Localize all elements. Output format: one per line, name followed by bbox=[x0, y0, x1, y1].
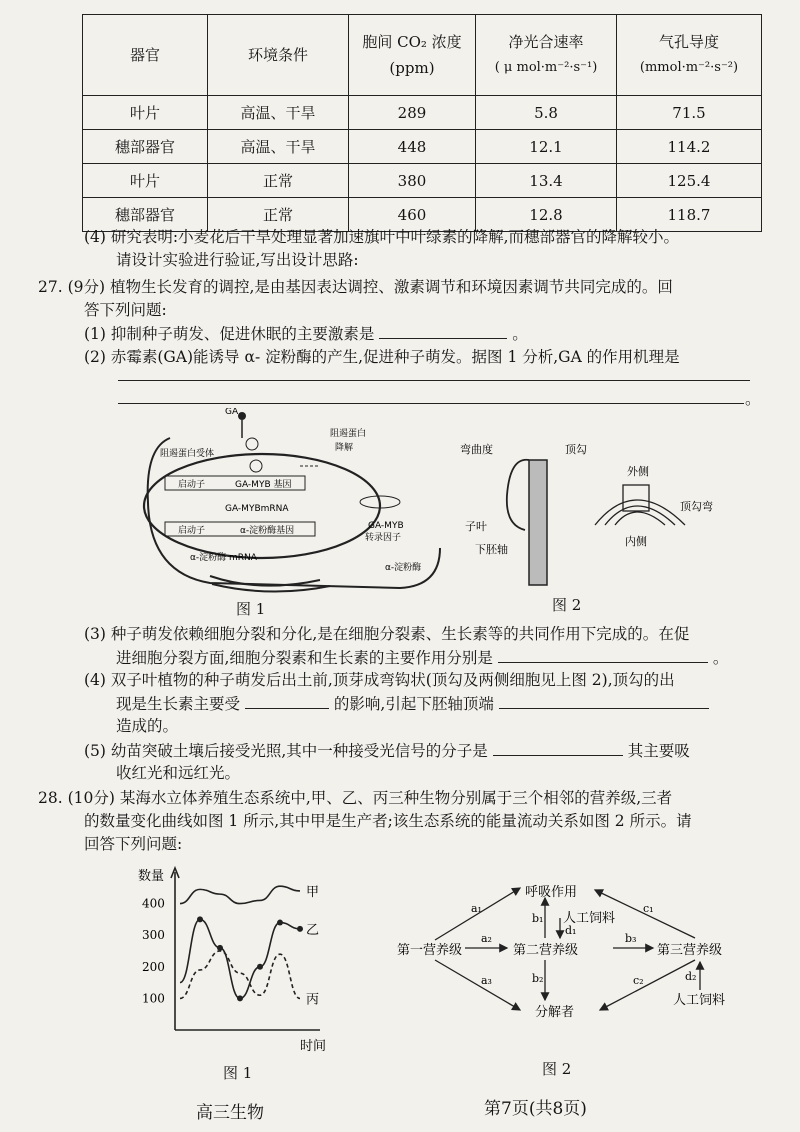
label-amylase-gene: α-淀粉酶基因 bbox=[240, 526, 295, 536]
apical-hook-diagram bbox=[455, 435, 755, 605]
q27-part2: (2) 赤霉素(GA)能诱导 α- 淀粉酶的产生,促进种子萌发。据图 1 分析,GA 的作用机理是 bbox=[84, 348, 680, 366]
q27-part5-text: (5) 幼苗突破土壤后接受光照,其中一种接受光信号的分子是 bbox=[84, 742, 488, 760]
node-level1: 第一营养级 bbox=[397, 943, 463, 958]
edge-label-b2: b₂ bbox=[532, 972, 544, 985]
table-row bbox=[83, 130, 762, 164]
header-stomatal: 气孔导度 (mmol·m⁻²·s⁻²) bbox=[617, 15, 762, 96]
footer-subject: 高三生物 bbox=[196, 1103, 264, 1123]
y-tick-label: 400 bbox=[142, 896, 165, 911]
table-cell: 125.4 bbox=[617, 164, 762, 198]
label-amylase-mrna: α-淀粉酶 mRNA bbox=[190, 553, 257, 563]
population-chart bbox=[130, 860, 340, 1060]
data-point bbox=[217, 945, 223, 951]
data-point bbox=[277, 920, 283, 926]
table-cell: 289 bbox=[349, 96, 476, 130]
data-point bbox=[297, 926, 303, 932]
y-ticks bbox=[142, 897, 165, 1006]
node-feed-top: 人工饲料 bbox=[563, 911, 616, 926]
label-inner: 内侧 bbox=[625, 535, 647, 548]
table-cell: 高温、干旱 bbox=[208, 96, 349, 130]
answer-blank-4b[interactable] bbox=[499, 692, 709, 709]
figure2-caption: 图 2 bbox=[552, 596, 582, 614]
table-cell: 穗部器官 bbox=[83, 198, 208, 232]
footer-page: 第7页(共8页) bbox=[484, 1099, 587, 1119]
table-row bbox=[83, 96, 762, 130]
cotyledon-shape bbox=[507, 460, 529, 530]
table-cell: 正常 bbox=[208, 198, 349, 232]
series-label: 乙 bbox=[306, 922, 320, 938]
label-receptor: 阻遏蛋白受体 bbox=[160, 449, 215, 459]
header-co2: 胞间 CO₂ 浓度 (ppm) bbox=[349, 15, 476, 96]
period: 。 bbox=[745, 390, 761, 408]
q28-intro-line2: 的数量变化曲线如图 1 所示,其中甲是生产者;该生态系统的能量流动关系如图 2 所示。请 bbox=[84, 812, 692, 830]
node-feed-right: 人工饲料 bbox=[673, 993, 726, 1008]
answer-blank-1[interactable] bbox=[379, 322, 507, 339]
edge-label-d1: d₁ bbox=[565, 924, 577, 937]
answer-blank-5[interactable] bbox=[493, 739, 623, 756]
period: 。 bbox=[712, 649, 729, 667]
label-gamyb: GA-MYB bbox=[368, 521, 404, 531]
y-tick-label: 100 bbox=[142, 991, 165, 1006]
receptor-shape bbox=[246, 438, 258, 450]
figure1-caption: 图 1 bbox=[236, 600, 266, 618]
table-cell: 448 bbox=[349, 130, 476, 164]
hypocotyl-shape bbox=[529, 460, 547, 585]
edge-label-a1: a₁ bbox=[471, 902, 482, 915]
series-label: 甲 bbox=[306, 884, 320, 900]
label-gamyb-mrna: GA-MYBmRNA bbox=[225, 504, 289, 514]
table-row bbox=[83, 164, 762, 198]
q28-intro-line1: 28. (10分) 某海水立体养殖生态系统中,甲、乙、丙三种生物分别属于三个相邻的营养级,三者 bbox=[38, 789, 673, 807]
label-ga: GA bbox=[225, 408, 239, 417]
edge-label-b3: b₃ bbox=[625, 932, 637, 945]
label-amylase: α-淀粉酶 bbox=[385, 563, 422, 573]
label-transcription-factor: 转录因子 bbox=[365, 533, 402, 543]
label-outer: 外侧 bbox=[627, 465, 649, 478]
hook-cells bbox=[595, 485, 685, 525]
label-hook-bend: 顶勾弯 bbox=[680, 500, 713, 513]
edge-label-a3: a₃ bbox=[481, 974, 492, 987]
table-cell: 13.4 bbox=[476, 164, 617, 198]
table-cell: 12.1 bbox=[476, 130, 617, 164]
label-gamyb-gene: GA-MYB 基因 bbox=[235, 480, 292, 490]
period: 。 bbox=[512, 325, 528, 343]
q27-part1 bbox=[84, 322, 528, 345]
y-tick-label: 200 bbox=[142, 959, 165, 974]
table-cell: 正常 bbox=[208, 164, 349, 198]
label-repressor: 阻遏蛋白 bbox=[330, 429, 367, 439]
node-level3: 第三营养级 bbox=[657, 943, 723, 958]
table-cell: 穗部器官 bbox=[83, 130, 208, 164]
x-axis-label: 时间 bbox=[300, 1039, 327, 1054]
edge-label-c2: c₂ bbox=[633, 974, 644, 987]
table-cell: 118.7 bbox=[617, 198, 762, 232]
node-level2: 第二营养级 bbox=[513, 943, 579, 958]
q28-intro-line3: 回答下列问题: bbox=[84, 835, 183, 853]
series-line-2 bbox=[180, 951, 300, 998]
q27-part5-line1 bbox=[84, 739, 690, 762]
series-group bbox=[180, 885, 319, 1007]
q27-part4-text-b: 的影响,引起下胚轴顶端 bbox=[333, 695, 494, 713]
data-point bbox=[257, 964, 263, 970]
label-hook: 顶勾 bbox=[565, 443, 587, 456]
q27-intro-line2: 答下列问题: bbox=[84, 301, 167, 319]
node-respiration: 呼吸作用 bbox=[525, 885, 578, 900]
table-cell: 高温、干旱 bbox=[208, 130, 349, 164]
edge-label-c1: c₁ bbox=[643, 902, 654, 915]
table-cell: 71.5 bbox=[617, 96, 762, 130]
table-cell: 叶片 bbox=[83, 96, 208, 130]
node-decomposer: 分解者 bbox=[535, 1005, 575, 1020]
label-degrade: 降解 bbox=[335, 443, 354, 453]
label-curvature: 弯曲度 bbox=[460, 443, 493, 456]
q27-part4-line3: 造成的。 bbox=[116, 717, 179, 735]
edge-label-d2: d₂ bbox=[685, 970, 697, 983]
table-cell: 380 bbox=[349, 164, 476, 198]
energy-flow-diagram bbox=[395, 880, 775, 1040]
y-axis-label: 数量 bbox=[138, 869, 165, 884]
ga-molecule bbox=[238, 412, 246, 420]
data-table bbox=[82, 14, 762, 232]
q27-part5-text-b: 其主要吸 bbox=[627, 742, 690, 760]
answer-blank-3[interactable] bbox=[498, 646, 708, 663]
chart-caption: 图 1 bbox=[223, 1064, 253, 1082]
header-organ: 器官 bbox=[83, 15, 208, 96]
q27-part3-line2 bbox=[116, 646, 728, 669]
table-cell: 5.8 bbox=[476, 96, 617, 130]
answer-blank-4a[interactable] bbox=[245, 692, 329, 709]
answer-line-2a[interactable] bbox=[118, 380, 750, 381]
answer-line-2b[interactable] bbox=[118, 403, 744, 404]
q27-part4-text-a: 现是生长素主要受 bbox=[116, 695, 241, 713]
data-point bbox=[197, 916, 203, 922]
data-point bbox=[237, 995, 243, 1001]
q27-part1-text: (1) 抑制种子萌发、促进休眠的主要激素是 bbox=[84, 325, 375, 343]
edge-label-a2: a₂ bbox=[481, 932, 492, 945]
header-photosynthesis: 净光合速率 ( μ mol·m⁻²·s⁻¹) bbox=[476, 15, 617, 96]
label-promoter-1: 启动子 bbox=[178, 480, 206, 490]
series-label: 丙 bbox=[306, 992, 320, 1008]
header-condition: 环境条件 bbox=[208, 15, 349, 96]
table-header-row bbox=[83, 15, 762, 96]
series-line-1 bbox=[180, 919, 300, 998]
ga-mechanism-diagram bbox=[140, 408, 460, 598]
q27-part4-line1: (4) 双子叶植物的种子萌发后出土前,顶芽成弯钩状(顶勾及两侧细胞见上图 2),顶勾的出 bbox=[84, 671, 675, 689]
q27-part3-text: 进细胞分裂方面,细胞分裂素和生长素的主要作用分别是 bbox=[116, 649, 493, 667]
q26-4-line2: 请设计实验进行验证,写出设计思路: bbox=[116, 251, 359, 269]
q27-part3-line1: (3) 种子萌发依赖细胞分裂和分化,是在细胞分裂素、生长素等的共同作用下完成的。在促 bbox=[84, 625, 690, 643]
series-line-0 bbox=[180, 886, 300, 903]
energy-figure-caption: 图 2 bbox=[542, 1060, 572, 1078]
label-cotyledon: 子叶 bbox=[465, 520, 487, 533]
label-hypocotyl: 下胚轴 bbox=[475, 543, 508, 556]
table-cell: 叶片 bbox=[83, 164, 208, 198]
q27-part4-line2 bbox=[116, 692, 709, 715]
q27-part5-line2: 收红光和远红光。 bbox=[116, 764, 241, 782]
edge-label-b1: b₁ bbox=[532, 912, 544, 925]
y-tick-label: 300 bbox=[142, 928, 165, 943]
q26-4-line1: (4) 研究表明:小麦花后干旱处理显著加速旗叶中叶绿素的降解,而穗部器官的降解较小。 bbox=[84, 228, 680, 246]
table-cell: 114.2 bbox=[617, 130, 762, 164]
table-cell: 460 bbox=[349, 198, 476, 232]
table-cell: 12.8 bbox=[476, 198, 617, 232]
q27-intro-line1: 27. (9分) 植物生长发育的调控,是由基因表达调控、激素调节和环境因素调节共同完成的。回 bbox=[38, 278, 673, 296]
label-promoter-2: 启动子 bbox=[178, 526, 206, 536]
